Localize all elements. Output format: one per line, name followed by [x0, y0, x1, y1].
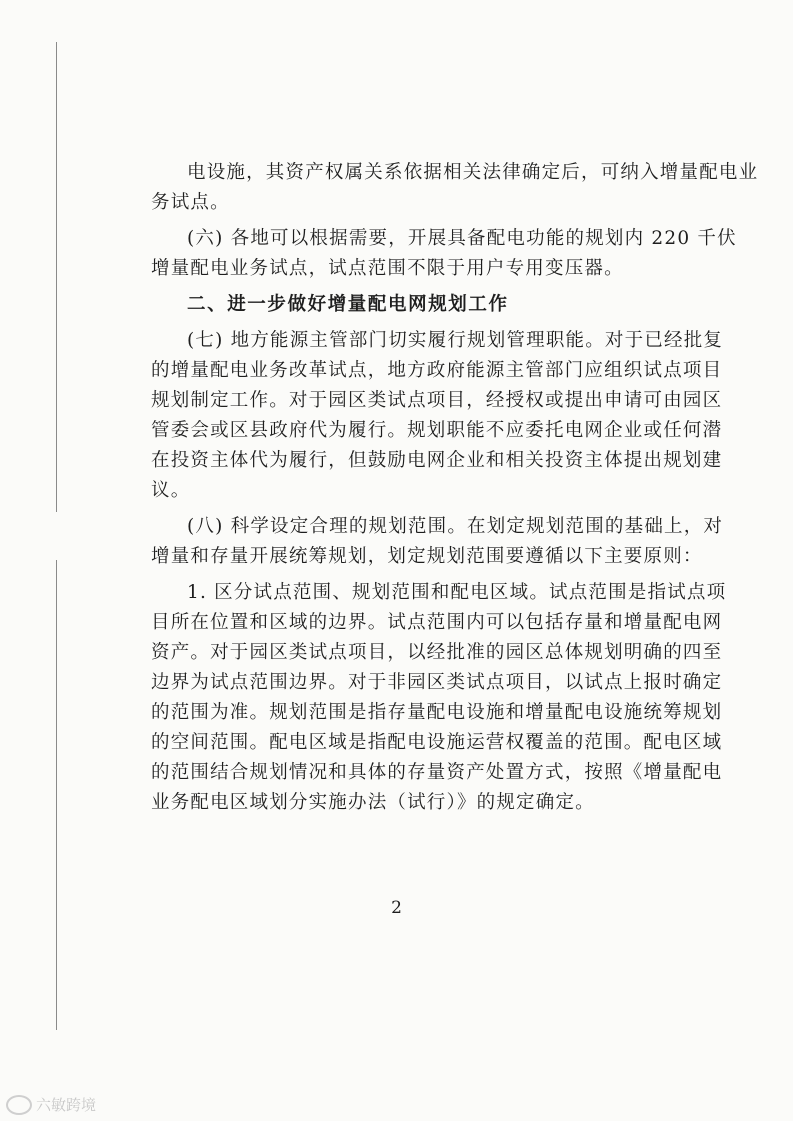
text-line: 增量配电业务试点，试点范围不限于用户专用变压器。 — [151, 258, 624, 279]
text-line: 的空间范围。配电区域是指配电设施运营权覆盖的范围。配电区域 — [151, 732, 723, 753]
text-line: 目所在位置和区域的边界。试点范围内可以包括存量和增量配电网 — [151, 612, 723, 633]
text-line: (八) 科学设定合理的规划范围。在划定规划范围的基础上，对 — [187, 516, 724, 537]
section-heading — [151, 290, 651, 320]
text-line: 务试点。 — [151, 192, 230, 213]
document-body — [151, 158, 759, 818]
text-line: 1. 区分试点范围、规划范围和配电区域。试点范围是指试点项 — [187, 582, 727, 603]
text-line: 电设施，其资产权属关系依据相关法律确定后，可纳入增量配电业 — [187, 162, 759, 183]
text-line: 增量和存量开展统筹规划，划定规划范围要遵循以下主要原则： — [151, 546, 703, 567]
text-line: 在投资主体代为履行，但鼓励电网企业和相关投资主体提出规划建 — [151, 450, 723, 471]
paragraph — [151, 224, 737, 284]
text-line: 的范围为准。规划范围是指存量配电设施和增量配电设施统筹规划 — [151, 702, 723, 723]
text-line: 议。 — [151, 480, 191, 501]
paragraph — [151, 578, 727, 818]
page-number: 2 — [391, 898, 402, 918]
text-line: 规划制定工作。对于园区类试点项目，经授权或提出申请可由园区 — [151, 390, 723, 411]
text-line: (七) 地方能源主管部门切实履行规划管理职能。对于已经批复 — [187, 330, 724, 351]
paragraph — [151, 158, 759, 218]
text-line: 的范围结合规划情况和具体的存量资产处置方式，按照《增量配电 — [151, 762, 723, 783]
text-line: 业务配电区域划分实施办法（试行）》的规定确定。 — [151, 792, 595, 813]
text-line: 管委会或区县政府代为履行。规划职能不应委托电网企业或任何潜 — [151, 420, 723, 441]
text-line: (六) 各地可以根据需要，开展具备配电功能的规划内 220 千伏 — [187, 228, 737, 249]
paragraph — [151, 326, 724, 506]
watermark — [6, 1094, 96, 1115]
paragraph — [151, 512, 724, 572]
text-line: 二、进一步做好增量配电网规划工作 — [187, 294, 509, 315]
text-line: 资产。对于园区类试点项目，以经批准的园区总体规划明确的四至 — [151, 642, 723, 663]
scan-edge-line-top — [56, 42, 57, 512]
text-line: 的增量配电业务改革试点，地方政府能源主管部门应组织试点项目 — [151, 360, 723, 381]
watermark-text: 六敏跨境 — [36, 1096, 97, 1114]
text-line: 边界为试点范围边界。对于非园区类试点项目，以试点上报时确定 — [151, 672, 723, 693]
scan-edge-line-bottom — [56, 560, 57, 1030]
watermark-logo-icon — [6, 1095, 32, 1115]
